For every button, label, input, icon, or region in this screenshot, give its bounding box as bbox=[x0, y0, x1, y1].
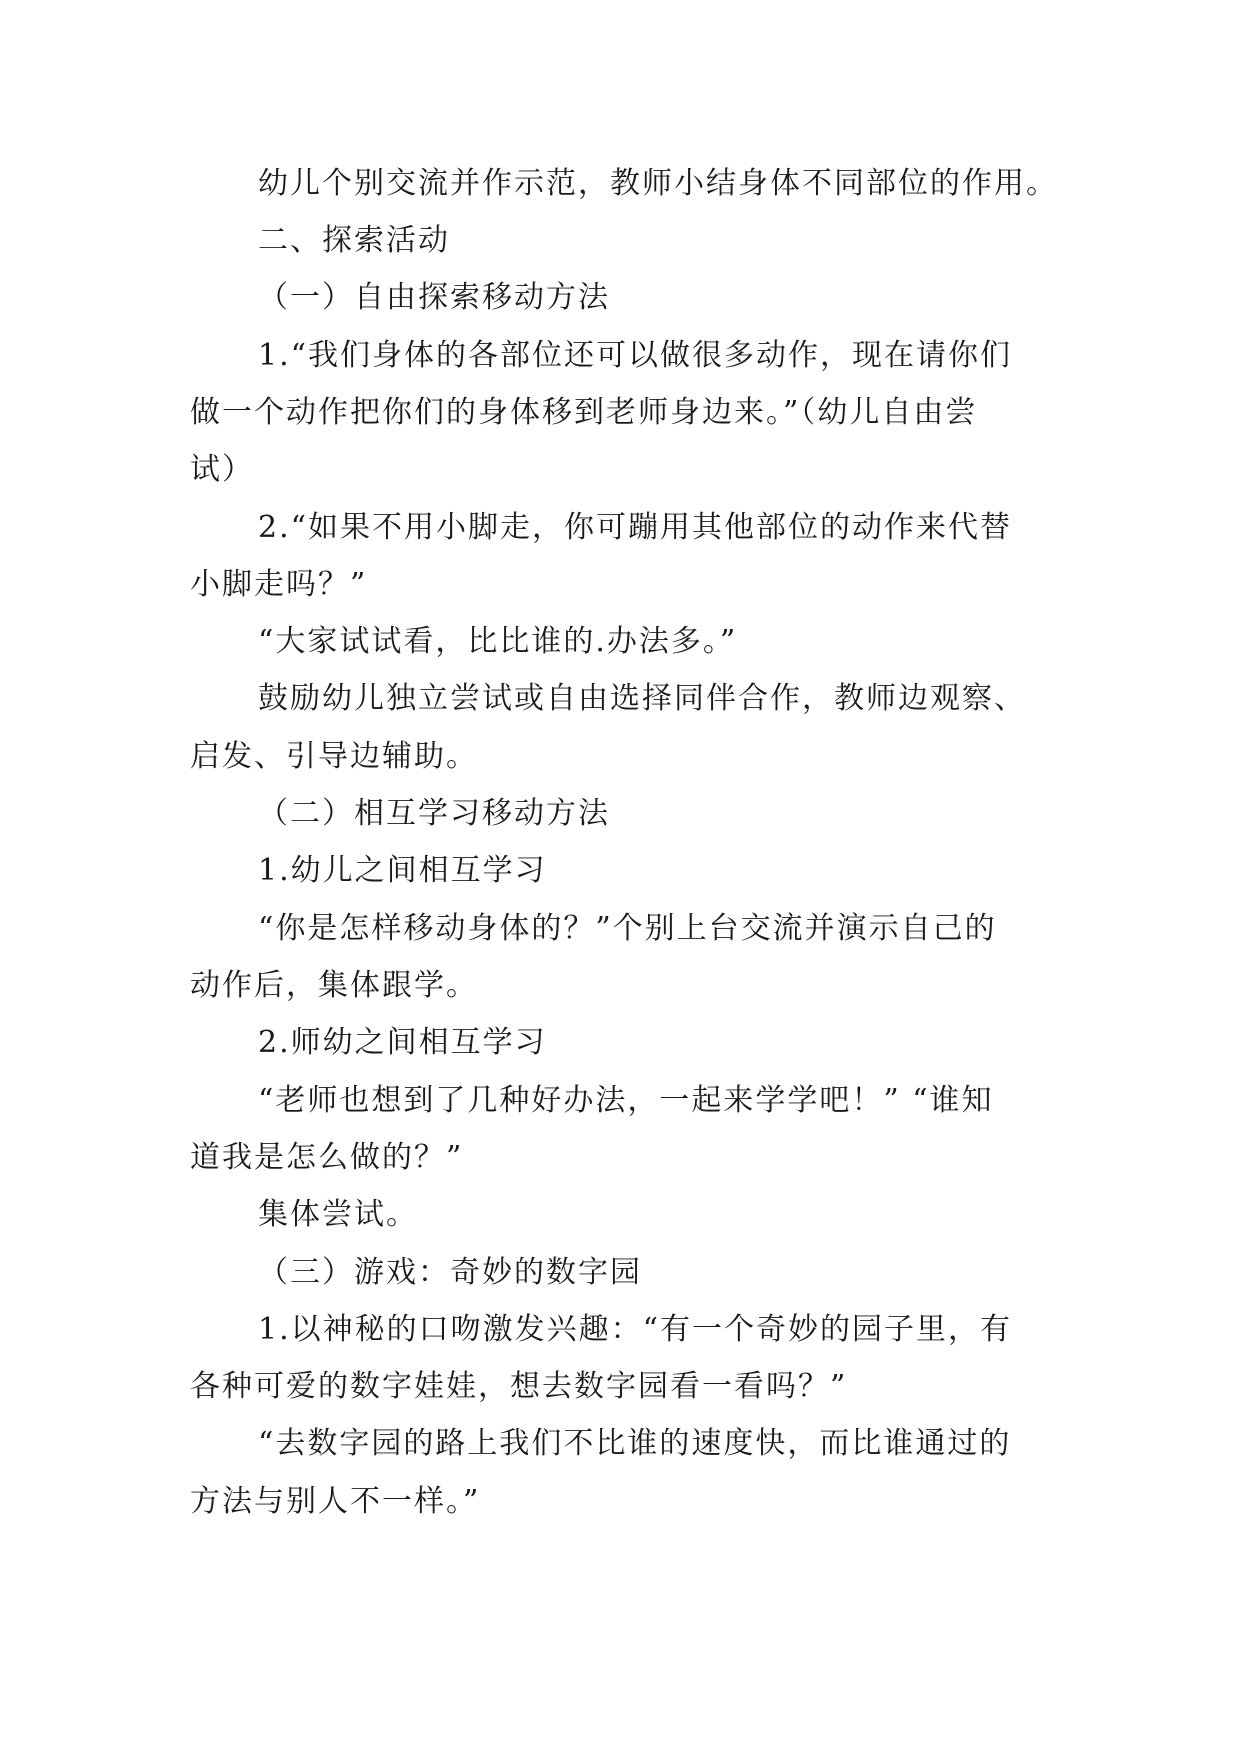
subsection-heading: （一）自由探索移动方法 bbox=[258, 280, 610, 315]
paragraph-line: 启发、引导边辅助。 bbox=[190, 739, 478, 774]
paragraph-line: 幼儿个别交流并作示范，教师小结身体不同部位的作用。 bbox=[258, 166, 1058, 201]
paragraph-line: 鼓励幼儿独立尝试或自由选择同伴合作，教师边观察、 bbox=[258, 681, 1026, 716]
paragraph-line: 2.师幼之间相互学习 bbox=[258, 1025, 547, 1060]
paragraph-line: 方法与别人不一样。” bbox=[190, 1484, 481, 1519]
paragraph-line: “去数字园的路上我们不比谁的速度快，而比谁通过的 bbox=[258, 1426, 1012, 1461]
section-heading: 二、探索活动 bbox=[258, 223, 450, 258]
paragraph-line: 集体尝试。 bbox=[258, 1197, 418, 1232]
paragraph-line: 1.以神秘的口吻激发兴趣：“有一个奇妙的园子里，有 bbox=[258, 1312, 1012, 1347]
paragraph-line: 2.“如果不用小脚走，你可蹦用其他部位的动作来代替 bbox=[258, 510, 1012, 545]
paragraph-line: “老师也想到了几种好办法，一起来学学吧！” “谁知 bbox=[258, 1083, 994, 1118]
paragraph-line: 动作后，集体跟学。 bbox=[190, 968, 478, 1003]
paragraph-line: 做一个动作把你们的身体移到老师身边来。”（幼儿自由尝 bbox=[190, 395, 978, 430]
paragraph-line: 各种可爱的数字娃娃，想去数字园看一看吗？” bbox=[190, 1369, 848, 1404]
paragraph-line: 1.幼儿之间相互学习 bbox=[258, 853, 547, 888]
paragraph-line: “大家试试看，比比谁的.办法多。” bbox=[258, 624, 738, 659]
paragraph-line: 道我是怎么做的？” bbox=[190, 1140, 464, 1175]
paragraph-line: 1.“我们身体的各部位还可以做很多动作，现在请你们 bbox=[258, 338, 1012, 373]
paragraph-line: “你是怎样移动身体的？”个别上台交流并演示自己的 bbox=[258, 911, 997, 946]
paragraph-line: 试） bbox=[190, 452, 254, 487]
subsection-heading: （三）游戏：奇妙的数字园 bbox=[258, 1255, 642, 1290]
subsection-heading: （二）相互学习移动方法 bbox=[258, 796, 610, 831]
paragraph-line: 小脚走吗？” bbox=[190, 567, 368, 602]
